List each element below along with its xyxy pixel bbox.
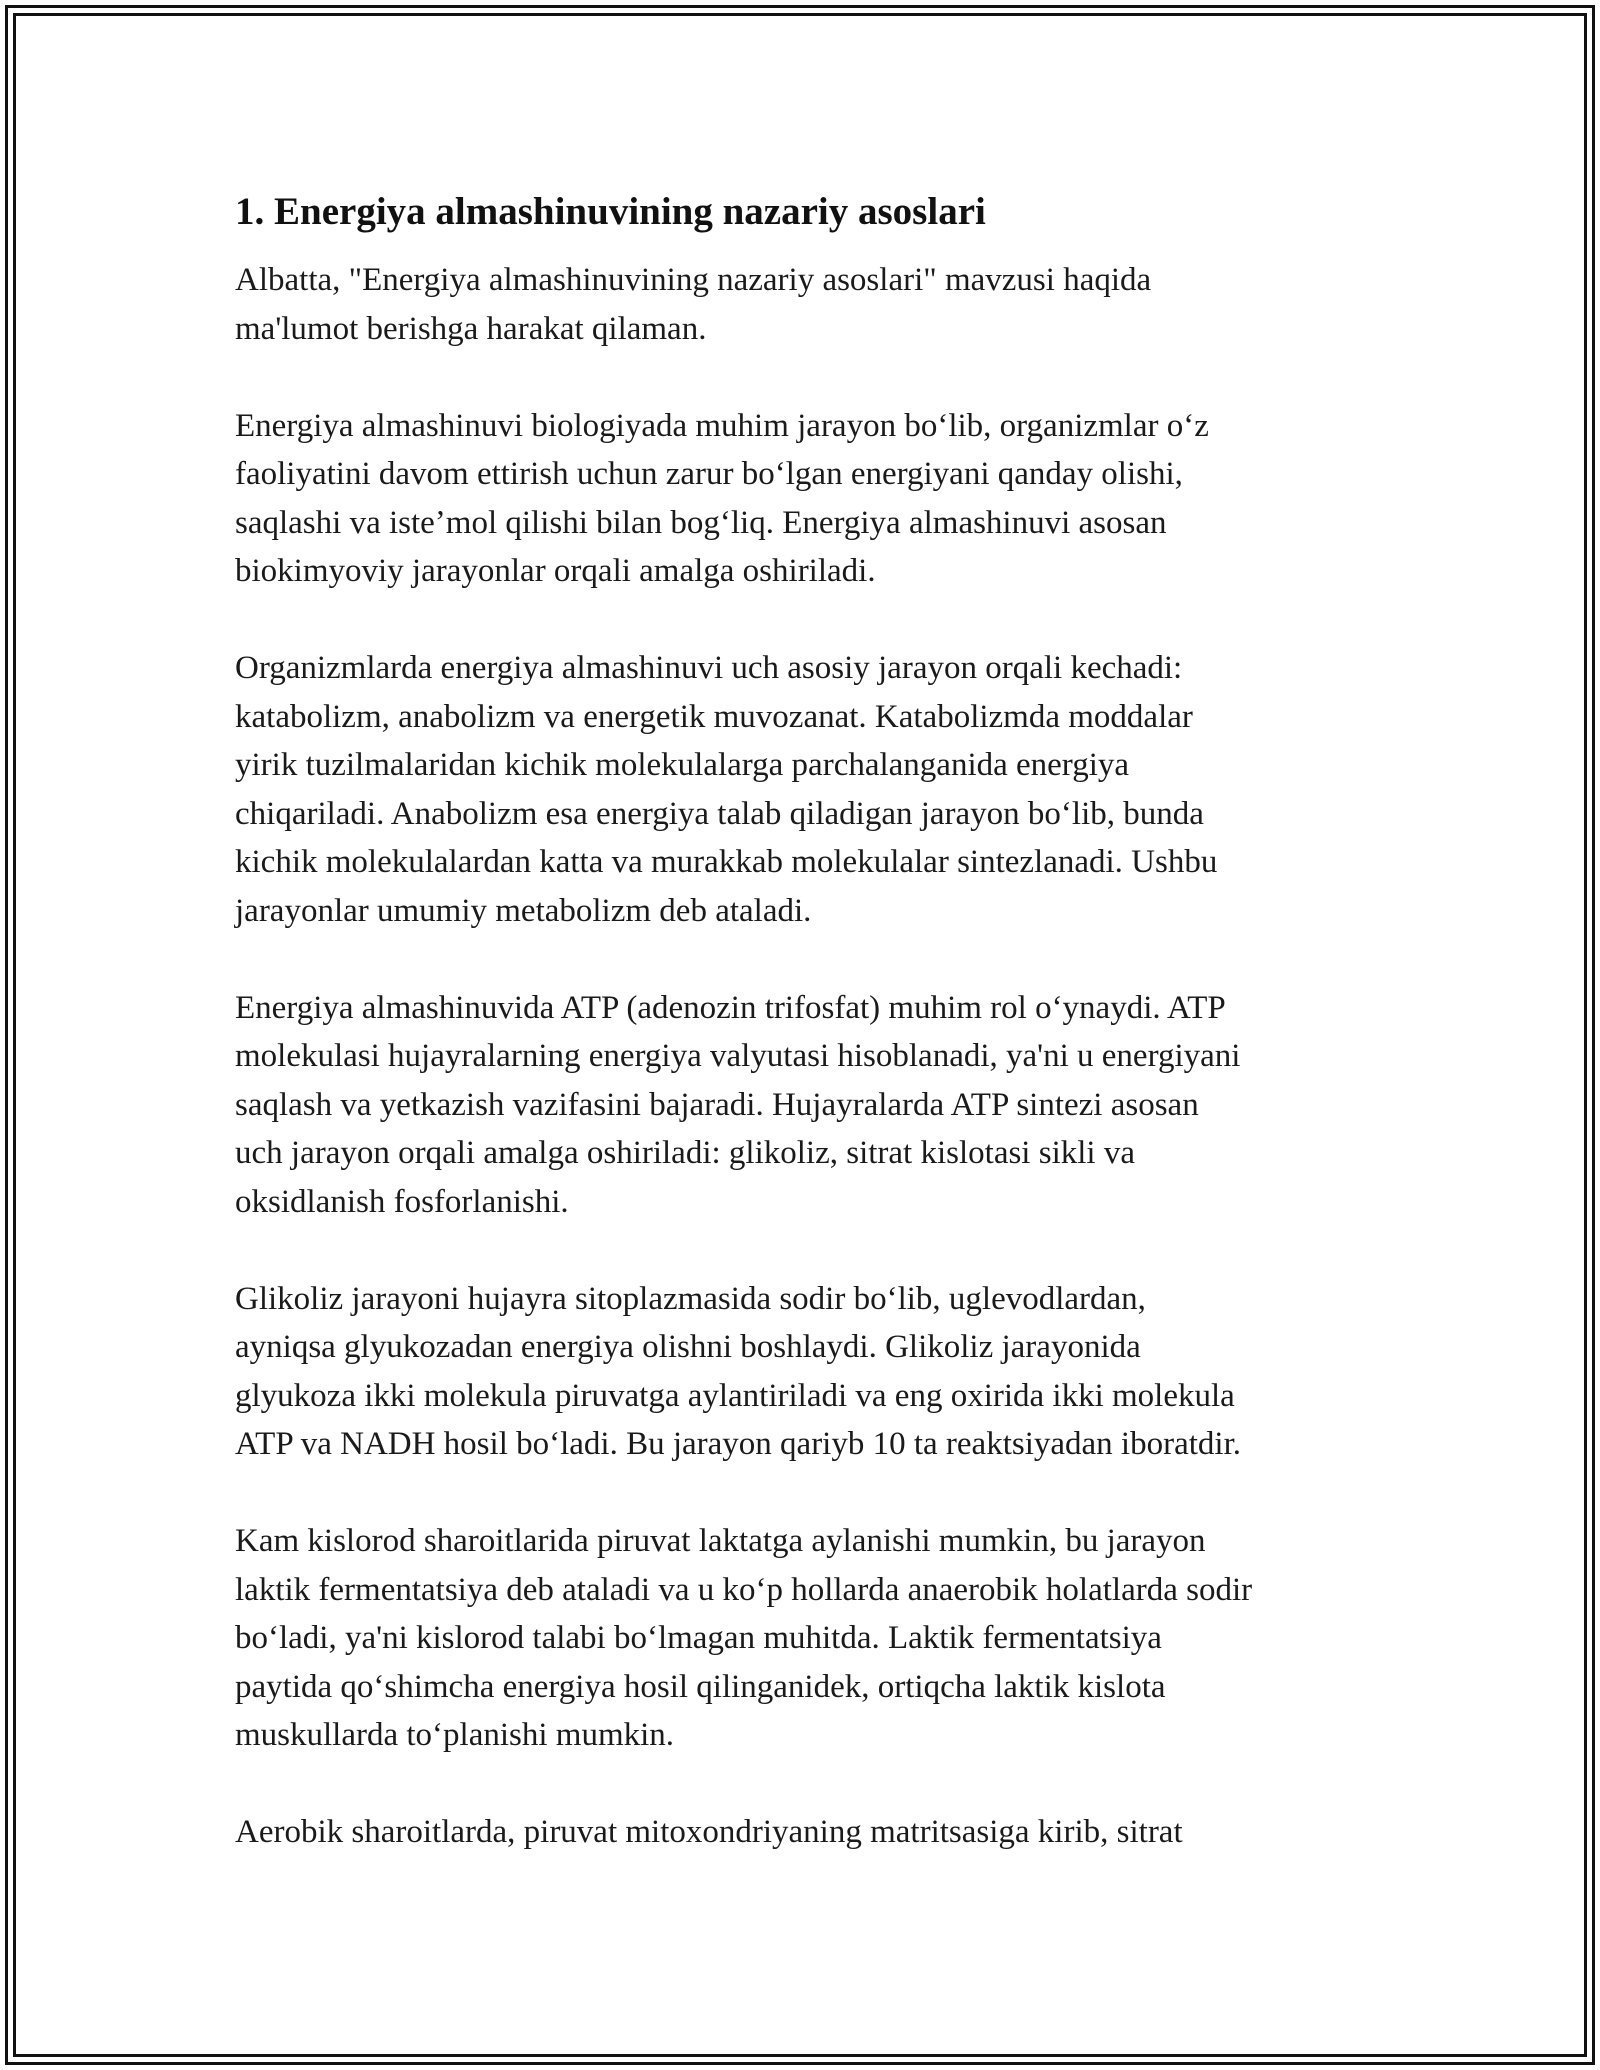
paragraph-line: Kam kislorod sharoitlarida piruvat laktatga aylanishi mumkin, bu jarayon	[235, 1523, 1206, 1559]
paragraph	[235, 644, 1395, 935]
paragraph	[235, 1275, 1395, 1469]
paragraph	[235, 1808, 1395, 1857]
paragraph-line: muskullarda toʻplanishi mumkin.	[235, 1717, 675, 1753]
paragraph-line: boʻladi, ya'ni kislorod talabi boʻlmagan muhitda. Laktik fermentatsiya	[235, 1620, 1162, 1656]
paragraph-line: biokimyoviy jarayonlar orqali amalga oshiriladi.	[235, 553, 876, 589]
paragraph-line: Aerobik sharoitlarda, piruvat mitoxondriyaning matritsasiga kirib, sitrat	[235, 1814, 1183, 1850]
paragraph-list	[235, 256, 1395, 1857]
paragraph-line: Energiya almashinuvida ATP (adenozin trifosfat) muhim rol oʻynaydi. ATP	[235, 989, 1226, 1026]
paragraph-line: faoliyatini davom ettirish uchun zarur boʻlgan energiyani qanday olishi,	[235, 456, 1183, 492]
paragraph-line: laktik fermentatsiya deb ataladi va u koʻp hollarda anaerobik holatlarda sodir	[235, 1571, 1253, 1608]
paragraph-line: saqlash va yetkazish vazifasini bajaradi. Hujayralarda ATP sintezi asosan	[235, 1086, 1199, 1123]
paragraph-line: Energiya almashinuvi biologiyada muhim jarayon boʻlib, organizmlar oʻz	[235, 407, 1209, 444]
paragraph-line: paytida qoʻshimcha energiya hosil qilinganidek, ortiqcha laktik kislota	[235, 1668, 1166, 1705]
paragraph	[235, 984, 1395, 1227]
section-heading: 1. Energiya almashinuvining nazariy asoslari	[235, 190, 986, 233]
paragraph-line: Organizmlarda energiya almashinuvi uch asosiy jarayon orqali kechadi:	[235, 650, 1183, 686]
paragraph-line: kichik molekulalardan katta va murakkab molekulalar sintezlanadi. Ushbu	[235, 844, 1218, 880]
paragraph-line: chiqariladi. Anabolizm esa energiya talab qiladigan jarayon boʻlib, bunda	[235, 795, 1204, 832]
paragraph-line: ma'lumot berishga harakat qilaman.	[235, 310, 707, 347]
paragraph-line: yirik tuzilmalaridan kichik molekulalarga parchalanganida energiya	[235, 747, 1130, 783]
paragraph-line: katabolizm, anabolizm va energetik muvozanat. Katabolizmda moddalar	[235, 698, 1193, 735]
paragraph-line: uch jarayon orqali amalga oshiriladi: glikoliz, sitrat kislotasi sikli va	[235, 1135, 1135, 1171]
paragraph	[235, 1517, 1395, 1760]
document-body	[235, 186, 1395, 1905]
paragraph-line: ayniqsa glyukozadan energiya olishni boshlaydi. Glikoliz jarayonida	[235, 1329, 1141, 1365]
paragraph-line: oksidlanish fosforlanishi.	[235, 1183, 569, 1220]
paragraph	[235, 402, 1395, 596]
paragraph	[235, 256, 1395, 353]
paragraph-line: molekulasi hujayralarning energiya valyutasi hisoblanadi, ya'ni u energiyani	[235, 1038, 1241, 1074]
paragraph-line: jarayonlar umumiy metabolizm deb ataladi.	[235, 892, 812, 929]
paragraph-line: Albatta, "Energiya almashinuvining nazariy asoslari" mavzusi haqida	[235, 262, 1152, 298]
paragraph-line: saqlashi va isteʼmol qilishi bilan bogʻliq. Energiya almashinuvi asosan	[235, 504, 1167, 541]
paragraph-line: ATP va NADH hosil boʻladi. Bu jarayon qariyb 10 ta reaktsiyadan iboratdir.	[235, 1426, 1241, 1462]
paragraph-line: glyukoza ikki molekula piruvatga aylantiriladi va eng oxirida ikki molekula	[235, 1377, 1235, 1414]
paragraph-line: Glikoliz jarayoni hujayra sitoplazmasida sodir boʻlib, uglevodlardan,	[235, 1280, 1146, 1317]
